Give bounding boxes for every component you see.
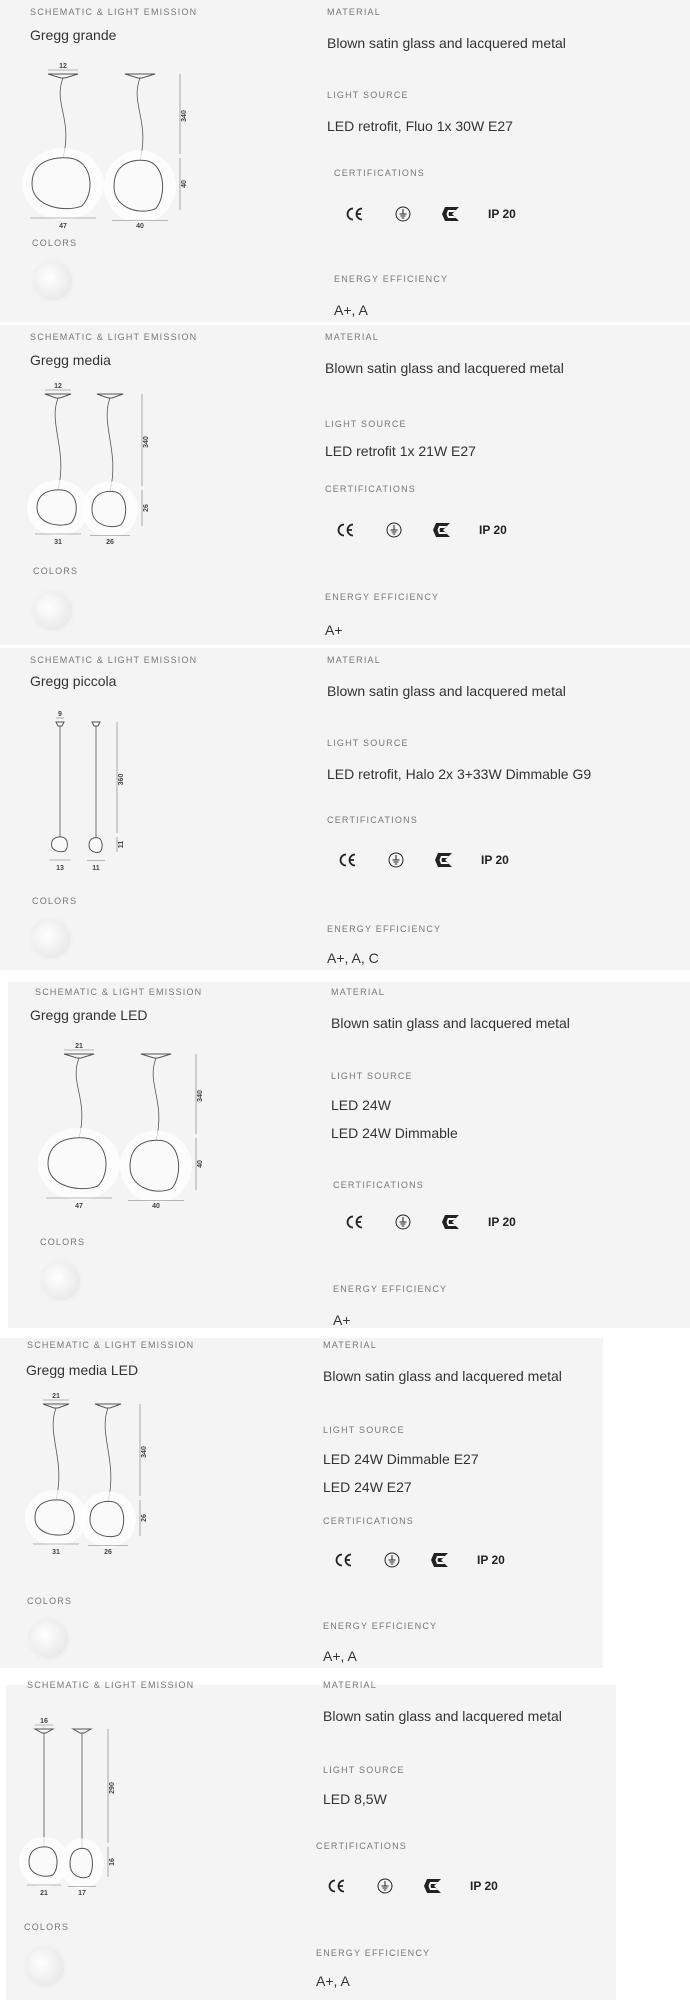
material-value: Blown satin glass and lacquered metal	[323, 1708, 562, 1724]
ip-rating: IP 20	[488, 207, 516, 221]
colors-label: COLORS	[32, 238, 78, 248]
lamp-schematic	[26, 1390, 206, 1570]
diffuser-a	[37, 490, 76, 525]
light-source-value: LED retrofit 1x 21W E27	[325, 443, 476, 459]
canopy-b	[125, 74, 155, 78]
lamp-schematic	[34, 1040, 244, 1230]
diffuser-a	[52, 837, 68, 852]
canopy-b	[95, 1404, 121, 1408]
schematic-label: SCHEMATIC & LIGHT EMISSION	[30, 655, 198, 665]
dim-width_b: 11	[92, 865, 100, 872]
color-swatch-white[interactable]	[32, 920, 70, 958]
canopy-a	[56, 722, 64, 726]
certifications-row	[333, 1548, 505, 1572]
dim-height: 40	[197, 1160, 204, 1168]
color-swatch-white[interactable]	[42, 1262, 80, 1300]
ground-class-icon	[374, 1875, 396, 1897]
fire-rating-icon	[440, 203, 462, 225]
material-label: MATERIAL	[323, 1340, 377, 1350]
product-name: Gregg piccola	[30, 673, 117, 689]
material-label: MATERIAL	[327, 655, 381, 665]
cable-a	[60, 78, 66, 158]
canopy-a	[48, 74, 78, 78]
diffuser-a	[29, 1847, 57, 1876]
material-value: Blown satin glass and lacquered metal	[323, 1368, 562, 1384]
colors-label: COLORS	[27, 1596, 73, 1606]
fire-rating-icon	[440, 1211, 462, 1233]
colors-label: COLORS	[33, 566, 79, 576]
dim-canopy: 21	[75, 1043, 83, 1050]
energy-label: ENERGY EFFICIENCY	[334, 274, 449, 284]
dim-width_a: 31	[54, 539, 62, 546]
material-value: Blown satin glass and lacquered metal	[327, 683, 566, 699]
cable-a	[55, 398, 61, 490]
dim-width_a: 47	[59, 223, 67, 230]
material-label: MATERIAL	[325, 332, 379, 342]
canopy-b	[141, 1054, 171, 1058]
material-value: Blown satin glass and lacquered metal	[331, 1015, 570, 1031]
dim-canopy: 9	[58, 711, 62, 718]
ground-class-icon	[383, 519, 405, 541]
dim-canopy: 16	[40, 1718, 48, 1725]
ip-rating: IP 20	[488, 1215, 516, 1229]
schematic-label: SCHEMATIC & LIGHT EMISSION	[35, 987, 203, 997]
product-card	[0, 1338, 603, 1668]
diffuser-b	[92, 491, 126, 526]
material-label: MATERIAL	[331, 987, 385, 997]
diffuser-b	[114, 160, 163, 211]
schematic-label: SCHEMATIC & LIGHT EMISSION	[27, 1680, 195, 1690]
energy-label: ENERGY EFFICIENCY	[333, 1284, 448, 1294]
ground-class-icon	[385, 849, 407, 871]
dim-width_b: 40	[152, 1203, 160, 1210]
light-source-value: LED retrofit, Halo 2x 3+33W Dimmable G9	[327, 766, 592, 782]
dim-width_a: 47	[75, 1203, 83, 1210]
lamp-schematic	[40, 710, 190, 890]
energy-label: ENERGY EFFICIENCY	[316, 1948, 431, 1958]
ground-class-icon	[381, 1549, 403, 1571]
fire-rating-icon	[433, 849, 455, 871]
material-value: Blown satin glass and lacquered metal	[327, 35, 566, 51]
dim-cable: 340	[143, 436, 150, 448]
certifications-label: CERTIFICATIONS	[334, 168, 425, 178]
ip-rating: IP 20	[477, 1553, 505, 1567]
light-source-label: LIGHT SOURCE	[327, 738, 409, 748]
light-source-label: LIGHT SOURCE	[331, 1071, 413, 1081]
certifications-label: CERTIFICATIONS	[333, 1180, 424, 1190]
product-name: Gregg media LED	[26, 1362, 139, 1378]
canopy-a	[45, 394, 71, 398]
light-source-value: LED 24W	[331, 1097, 391, 1113]
diffuser-b	[89, 838, 102, 853]
dim-height: 11	[118, 840, 125, 849]
certifications-row	[326, 1874, 498, 1898]
cable-b	[137, 78, 143, 161]
dim-width_b: 26	[106, 539, 114, 546]
diffuser-b	[130, 1140, 179, 1191]
light-source-label: LIGHT SOURCE	[325, 419, 407, 429]
dim-height: 26	[143, 504, 150, 512]
cable-b	[153, 1058, 159, 1141]
cable-b	[107, 398, 113, 492]
dim-width_a: 21	[40, 1890, 48, 1897]
dim-width_a: 31	[52, 1549, 60, 1556]
dim-cable: 360	[118, 773, 125, 786]
fire-rating-icon	[431, 519, 453, 541]
ip-rating: IP 20	[481, 853, 509, 867]
dim-width_a: 13	[56, 865, 64, 872]
light-source-value: LED 8,5W	[323, 1791, 387, 1807]
dim-width_b: 40	[136, 223, 144, 230]
diffuser-a	[48, 1138, 106, 1189]
ip-rating: IP 20	[470, 1879, 498, 1893]
diffuser-b	[90, 1501, 124, 1536]
certifications-row	[344, 202, 516, 226]
light-source-label: LIGHT SOURCE	[323, 1425, 405, 1435]
lamp-schematic	[26, 1715, 186, 1925]
ce-mark-icon	[344, 203, 366, 225]
product-name: Gregg media	[30, 352, 111, 368]
dim-canopy: 21	[52, 1393, 60, 1400]
fire-rating-icon	[422, 1875, 444, 1897]
colors-label: COLORS	[32, 896, 78, 906]
schematic-label: SCHEMATIC & LIGHT EMISSION	[30, 7, 198, 17]
product-card	[6, 1680, 616, 2000]
light-source-value: LED 24W Dimmable E27	[323, 1451, 479, 1467]
energy-label: ENERGY EFFICIENCY	[327, 924, 442, 934]
material-label: MATERIAL	[323, 1680, 377, 1690]
canopy-a	[35, 1729, 53, 1733]
certifications-label: CERTIFICATIONS	[327, 815, 418, 825]
material-label: MATERIAL	[327, 7, 381, 17]
dim-cable: 340	[181, 110, 188, 122]
ce-mark-icon	[337, 849, 359, 871]
schematic-label: SCHEMATIC & LIGHT EMISSION	[27, 1340, 195, 1350]
dim-width_b: 26	[104, 1549, 112, 1556]
cable-b	[105, 1408, 111, 1502]
ground-class-icon	[392, 203, 414, 225]
fire-rating-icon	[429, 1549, 451, 1571]
ce-mark-icon	[326, 1875, 348, 1897]
canopy-b	[97, 394, 123, 398]
product-card	[0, 325, 690, 645]
diffuser-a	[32, 158, 90, 209]
product-name: Gregg grande	[30, 27, 117, 43]
cable-a	[76, 1058, 82, 1138]
certifications-label: CERTIFICATIONS	[323, 1516, 414, 1526]
light-source-label: LIGHT SOURCE	[323, 1765, 405, 1775]
cable-a	[53, 1408, 59, 1500]
material-value: Blown satin glass and lacquered metal	[325, 360, 564, 376]
dim-height: 40	[181, 180, 188, 188]
color-swatch-white[interactable]	[34, 262, 72, 300]
diffuser-a	[35, 1500, 74, 1535]
energy-label: ENERGY EFFICIENCY	[323, 1621, 438, 1631]
product-card	[0, 0, 690, 322]
dim-canopy: 12	[54, 383, 62, 390]
certifications-row	[337, 848, 509, 872]
colors-label: COLORS	[24, 1922, 70, 1932]
ce-mark-icon	[335, 519, 357, 541]
light-source-label: LIGHT SOURCE	[327, 90, 409, 100]
energy-value: A+	[325, 622, 343, 638]
dim-cable: 340	[141, 1446, 148, 1458]
canopy-a	[43, 1404, 69, 1408]
lamp-schematic	[18, 60, 228, 250]
certifications-row	[335, 518, 507, 542]
product-card	[8, 982, 690, 1328]
certifications-label: CERTIFICATIONS	[325, 484, 416, 494]
energy-value: A+, A	[334, 302, 368, 318]
dim-height: 26	[141, 1514, 148, 1522]
dim-cable: 340	[197, 1090, 204, 1102]
canopy-b	[92, 722, 100, 726]
ground-class-icon	[392, 1211, 414, 1233]
colors-label: COLORS	[40, 1237, 86, 1247]
schematic-label: SCHEMATIC & LIGHT EMISSION	[30, 332, 198, 342]
energy-value: A+	[333, 1312, 351, 1328]
ip-rating: IP 20	[479, 523, 507, 537]
energy-label: ENERGY EFFICIENCY	[325, 592, 440, 602]
canopy-a	[64, 1054, 94, 1058]
ce-mark-icon	[333, 1549, 355, 1571]
product-name: Gregg grande LED	[30, 1007, 148, 1023]
light-source-value: LED retrofit, Fluo 1x 30W E27	[327, 118, 513, 134]
diffuser-b	[70, 1848, 92, 1877]
product-card	[0, 648, 690, 970]
dim-width_b: 17	[78, 1890, 86, 1897]
light-source-value: LED 24W Dimmable	[331, 1125, 458, 1141]
energy-value: A+, A, C	[327, 950, 379, 966]
lamp-schematic	[28, 380, 208, 560]
energy-value: A+, A	[323, 1648, 357, 1664]
color-swatch-white[interactable]	[26, 1948, 64, 1986]
dim-height: 16	[109, 1858, 116, 1866]
color-swatch-white[interactable]	[34, 592, 72, 630]
color-swatch-white[interactable]	[30, 1620, 68, 1658]
certifications-row	[344, 1210, 516, 1234]
energy-value: A+, A	[316, 1973, 350, 1989]
dim-canopy: 12	[59, 63, 67, 70]
dim-cable: 290	[109, 1782, 116, 1794]
ce-mark-icon	[344, 1211, 366, 1233]
light-source-value: LED 24W E27	[323, 1479, 412, 1495]
canopy-b	[73, 1729, 91, 1733]
certifications-label: CERTIFICATIONS	[316, 1841, 407, 1851]
